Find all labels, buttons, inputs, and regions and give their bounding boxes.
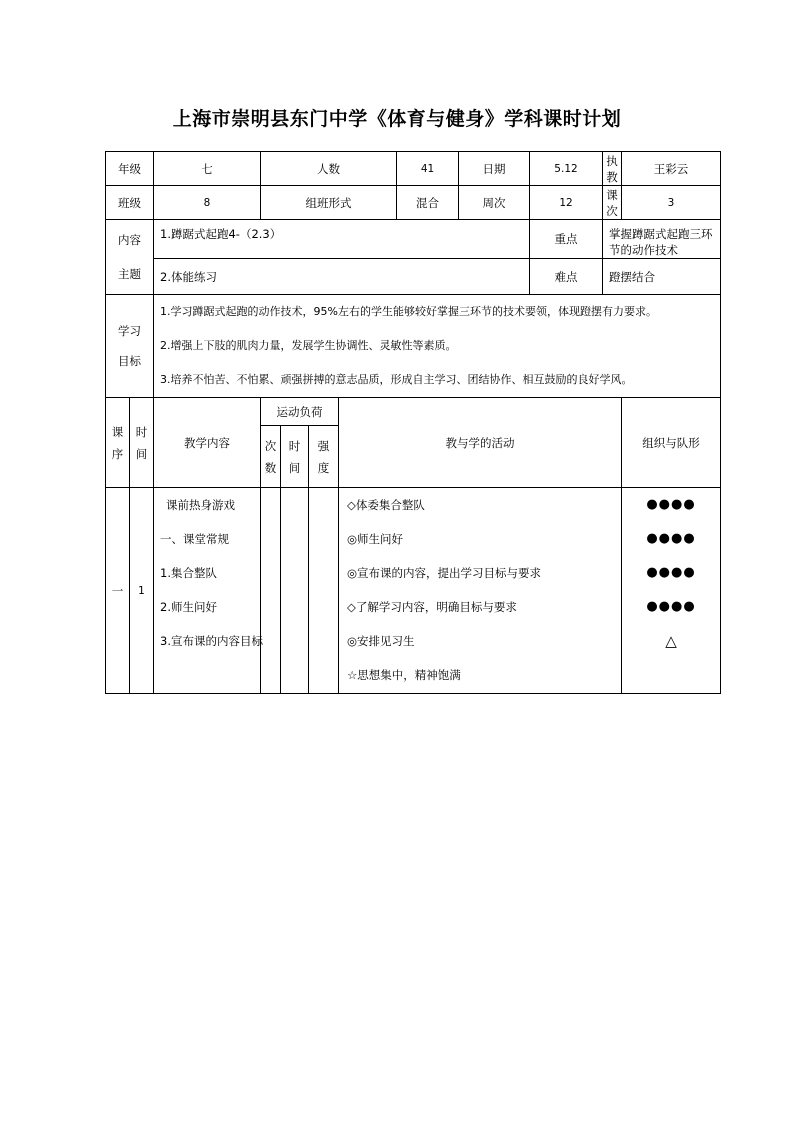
count-value: 41 (397, 152, 459, 186)
goals-list (154, 295, 721, 398)
teacher-value: 王彩云 (622, 152, 721, 186)
difficulty-label: 难点 (530, 259, 603, 295)
activity-line: ◎师生问好 (347, 532, 404, 546)
format-label: 组班形式 (261, 186, 397, 220)
plan-content (154, 488, 261, 694)
formation-row-dots: ●●●● (646, 599, 696, 614)
plan-time: 1 (130, 488, 154, 694)
plan-seq: 一 (106, 488, 130, 694)
week-label: 周次 (459, 186, 530, 220)
header-row-2 (106, 186, 721, 220)
class-value: 8 (154, 186, 261, 220)
content-row-2 (106, 259, 721, 295)
grade-label: 年级 (106, 152, 154, 186)
plan-load-time (281, 488, 309, 694)
plan-activities (339, 488, 622, 694)
formation-row-dots: ●●●● (646, 531, 696, 546)
load-time-header: 时 间 (281, 426, 309, 488)
plan-load-intensity (309, 488, 339, 694)
goals-row (106, 295, 721, 398)
activity-line: ◎安排见习生 (347, 634, 415, 648)
content-line: 1.集合整队 (160, 566, 217, 580)
lesson-label: 课次 (603, 186, 622, 220)
count-label: 人数 (261, 152, 397, 186)
formation-row-dots: ●●●● (646, 565, 696, 580)
load-count-header: 次 数 (261, 426, 281, 488)
seq-header: 课 序 (106, 398, 130, 488)
plan-load-count (261, 488, 281, 694)
key-value: 掌握蹲踞式起跑三环节的动作技术 (603, 220, 721, 259)
teacher-triangle-icon: △ (665, 632, 677, 650)
load-intensity-header: 强 度 (309, 426, 339, 488)
lesson-plan-table (105, 151, 721, 694)
activity-line: ◇了解学习内容，明确目标与要求 (347, 600, 517, 614)
exercise-load-header: 运动负荷 (261, 398, 339, 426)
difficulty-value: 蹬摆结合 (603, 259, 721, 295)
topic-2: 2.体能练习 (154, 259, 530, 295)
topic-1: 1.蹲踞式起跑4-（2.3） (154, 220, 530, 259)
time-header: 时 间 (130, 398, 154, 488)
content-line: 一、课堂常规 (160, 532, 229, 546)
activities-header: 教与学的活动 (339, 398, 622, 488)
content-line: 3.宣布课的内容目标 (160, 634, 263, 648)
date-label: 日期 (459, 152, 530, 186)
goal-item: 2.增强上下肢的肌肉力量，发展学生协调性、灵敏性等素质。 (160, 339, 457, 352)
class-label: 班级 (106, 186, 154, 220)
header-row-1 (106, 152, 721, 186)
format-value: 混合 (397, 186, 459, 220)
teacher-label: 执教 (603, 152, 622, 186)
plan-formation (622, 488, 721, 694)
formation-header: 组织与队形 (622, 398, 721, 488)
goals-label: 学习 目标 (106, 295, 154, 398)
grade-value: 七 (154, 152, 261, 186)
content-line: 课前热身游戏 (166, 498, 235, 512)
teaching-content-header: 教学内容 (154, 398, 261, 488)
formation-row-dots: ●●●● (646, 497, 696, 512)
week-value: 12 (530, 186, 603, 220)
date-value: 5.12 (530, 152, 603, 186)
content-row-1 (106, 220, 721, 259)
plan-row (106, 488, 721, 694)
activity-line: ◇体委集合整队 (347, 498, 425, 512)
page-title: 上海市崇明县东门中学《体育与健身》学科课时计划 (172, 108, 622, 130)
activity-line: ☆思想集中，精神饱满 (347, 668, 461, 682)
activity-line: ◎宣布课的内容，提出学习目标与要求 (347, 566, 542, 580)
lesson-value: 3 (622, 186, 721, 220)
goal-item: 3.培养不怕苦、不怕累、顽强拼搏的意志品质，形成自主学习、团结协作、相互鼓励的良好学风。 (160, 373, 633, 386)
goal-item: 1.学习蹲踞式起跑的动作技术，95%左右的学生能够较好掌握三环节的技术要领，体现蹬摆有力要求。 (160, 305, 657, 318)
key-label: 重点 (530, 220, 603, 259)
content-line: 2.师生问好 (160, 600, 217, 614)
content-theme-label: 内容 主题 (106, 220, 154, 295)
plan-header-row-1 (106, 398, 721, 426)
